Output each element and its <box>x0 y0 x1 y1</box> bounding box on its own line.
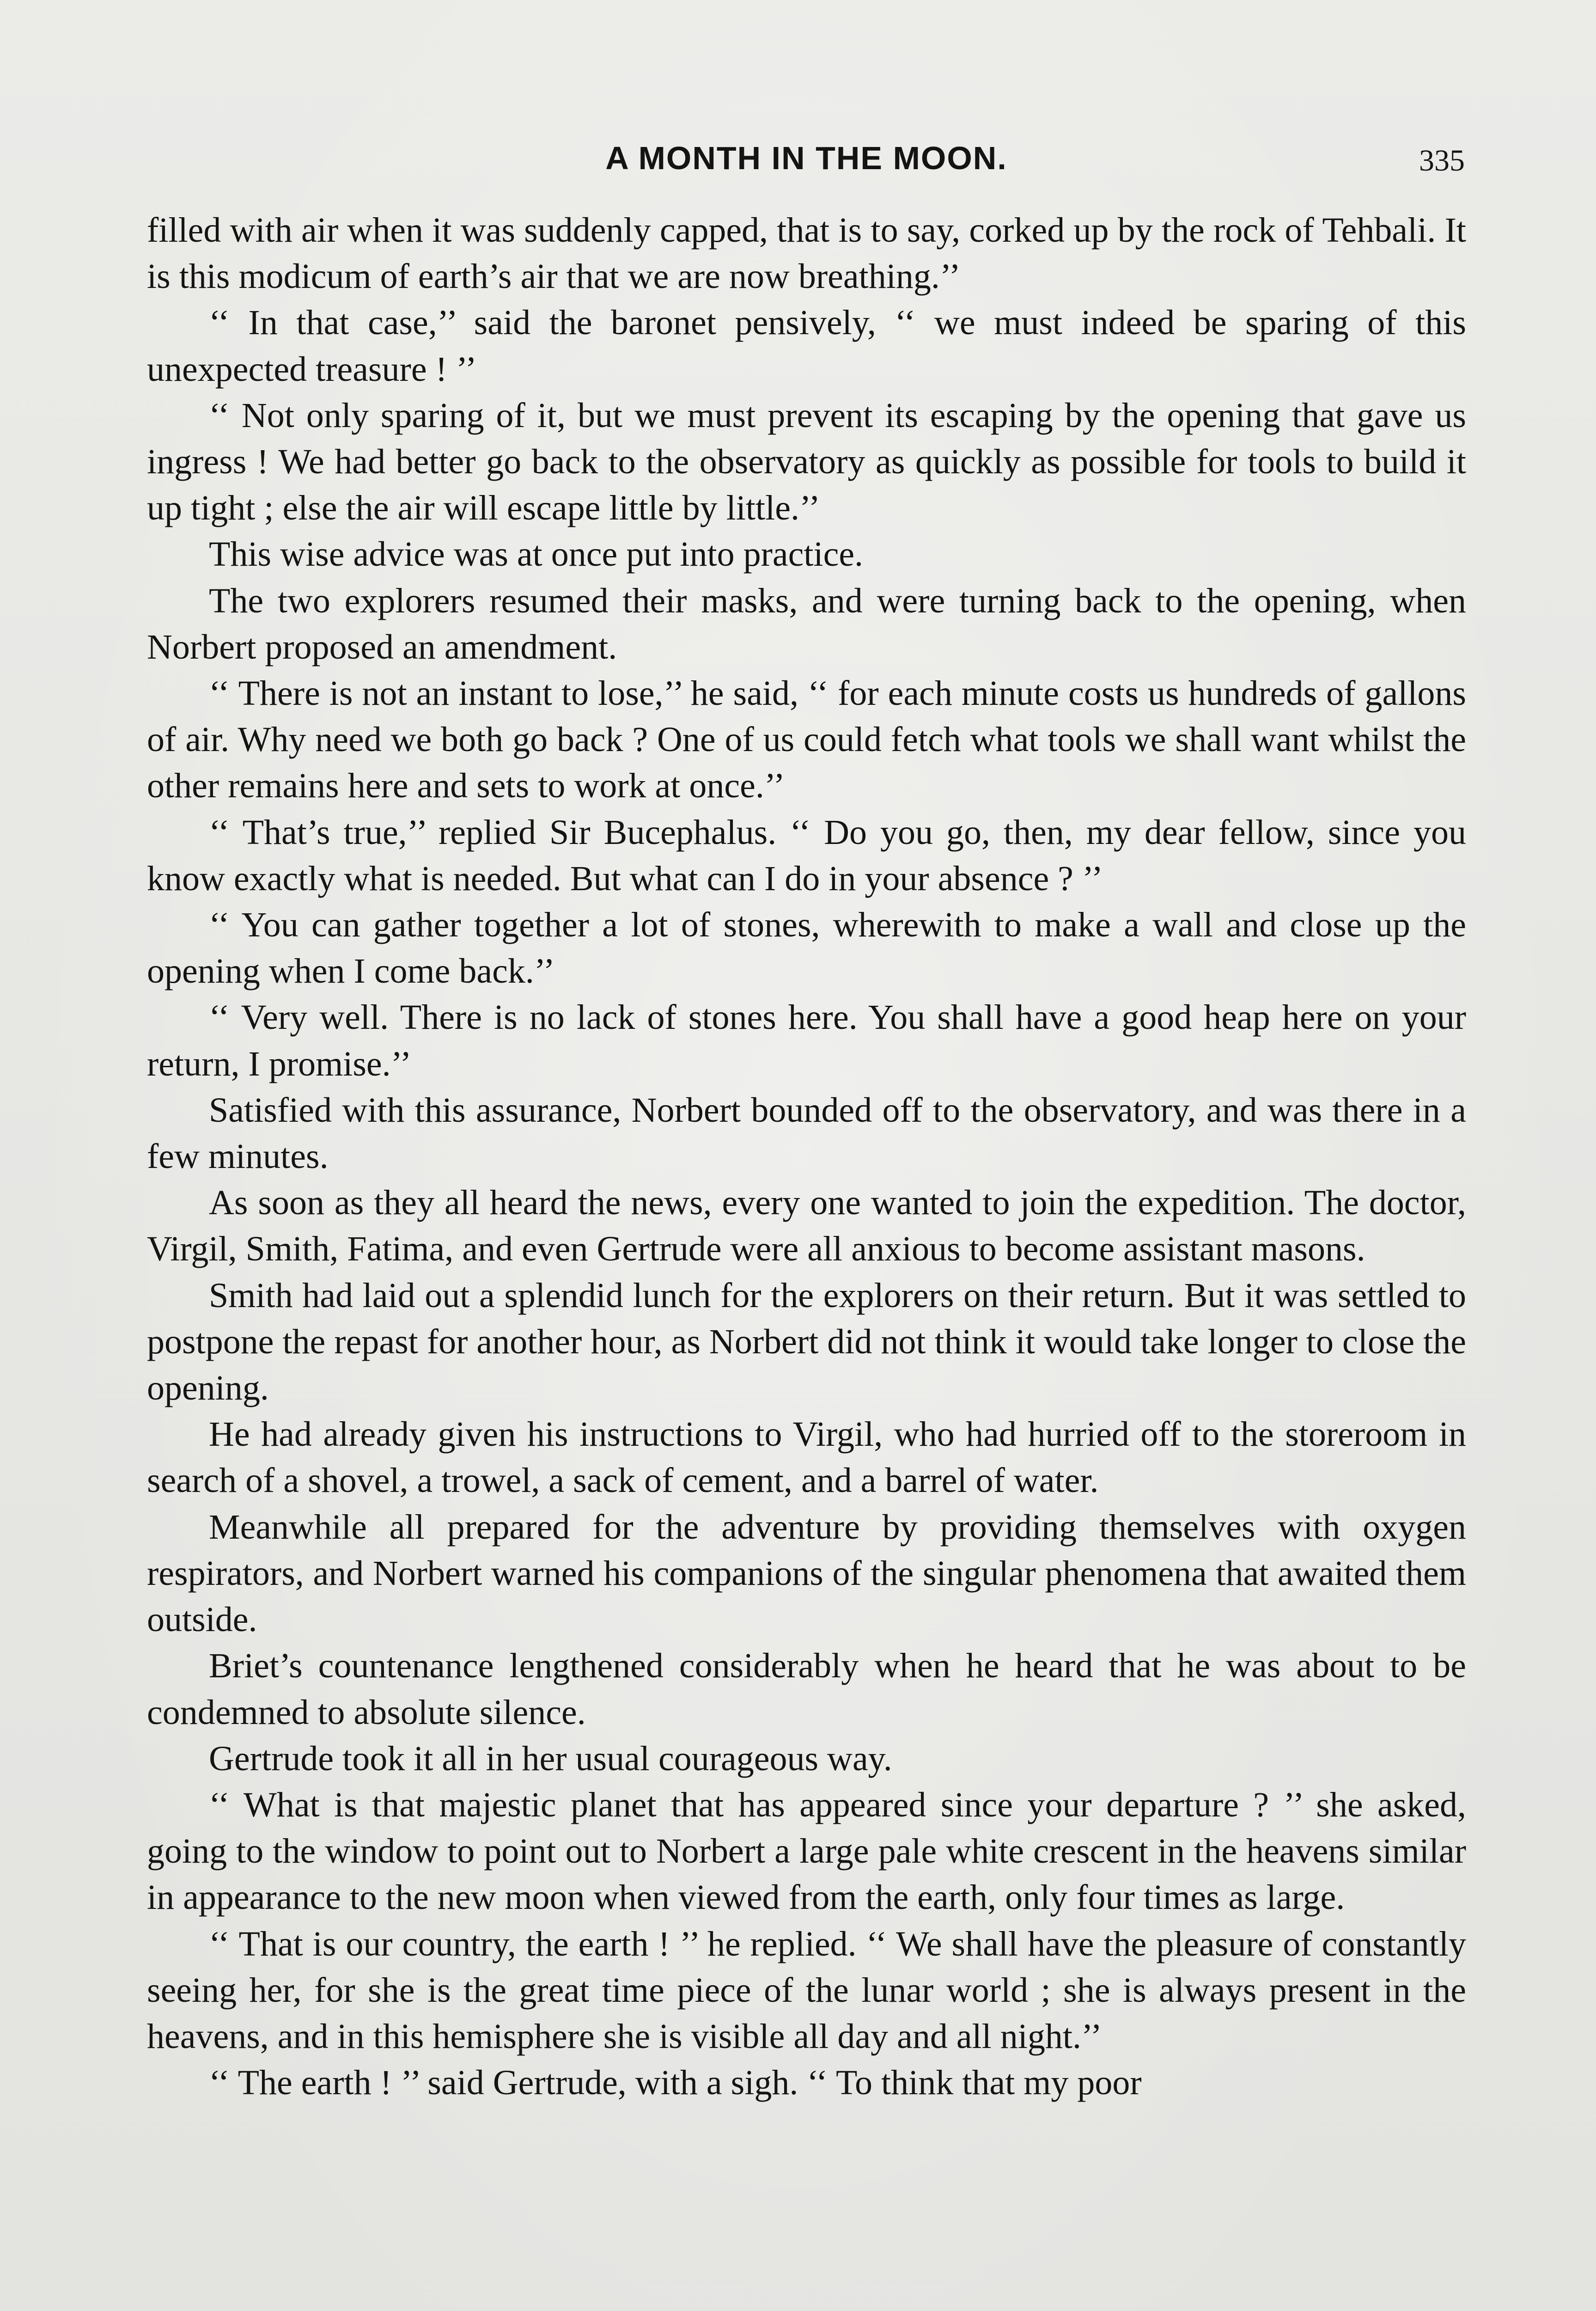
running-title: A MONTH IN THE MOON. <box>605 140 1007 176</box>
body-text <box>147 207 1466 2106</box>
running-header <box>148 135 1465 186</box>
paragraph: The two explorers resumed their masks, and were turning back to the opening, when Norbert proposed an amendment. <box>147 581 1466 666</box>
paragraph: Briet’s countenance lengthened considerably when he heard that he was about to be condemned to absolute silence. <box>147 1646 1466 1732</box>
paragraph: filled with air when it was suddenly capped, that is to say, corked up by the rock of Tehbali. It is this modicum of earth’s air that we are now breathing.’’ <box>147 211 1466 296</box>
paragraph: ‘‘ What is that majestic planet that has appeared since your departure ? ’’ she asked, going to the window to point out to Norbert a large pale white crescent in the heavens similar in appearance to the new moon when viewed from the earth, only four times as large. <box>147 1785 1466 1917</box>
page-number: 335 <box>1419 144 1465 177</box>
paragraph: This wise advice was at once put into practice. <box>209 535 864 574</box>
paragraph: ‘‘ The earth ! ’’ said Gertrude, with a sigh. ‘‘ To think that my poor <box>209 2063 1142 2103</box>
paragraph: Smith had laid out a splendid lunch for the explorers on their return. But it was settled to postpone the repast for another hour, as Norbert did not think it would take longer to close the opening. <box>147 1276 1466 1408</box>
paragraph: ‘‘ There is not an instant to lose,’’ he said, ‘‘ for each minute costs us hundreds of gallons of air. Why need we both go back ? One of us could fetch what tools we shall want whilst the other remains here and sets to work at once.’’ <box>147 674 1466 806</box>
paragraph: Meanwhile all prepared for the adventure by providing themselves with oxygen respirators, and Norbert warned his companions of the singular phenomena that awaited them outside. <box>147 1507 1466 1639</box>
paragraph: ‘‘ That is our country, the earth ! ’’ he replied. ‘‘ We shall have the pleasure of constantly seeing her, for she is the great time piece of the lunar world ; she is always present in the heavens, and in this hemisphere she is visible all day and all night.’’ <box>147 1924 1466 2056</box>
paragraph: ‘‘ Very well. There is no lack of stones here. You shall have a good heap here on your return, I promise.’’ <box>147 998 1466 1083</box>
paragraph: ‘‘ In that case,’’ said the baronet pensively, ‘‘ we must indeed be sparing of this unexpected treasure ! ’’ <box>147 303 1466 389</box>
paragraph: ‘‘ You can gather together a lot of stones, wherewith to make a wall and close up the opening when I come back.’’ <box>147 905 1466 991</box>
paragraph: Satisfied with this assurance, Norbert bounded off to the observatory, and was there in a few minutes. <box>147 1090 1466 1176</box>
paragraph: ‘‘ Not only sparing of it, but we must prevent its escaping by the opening that gave us ingress ! We had better go back to the observatory as quickly as possible for tools to build it up tight ; else the air will escape little by little.’’ <box>147 396 1466 528</box>
paragraph: Gertrude took it all in her usual courageous way. <box>209 1739 892 1778</box>
paragraph: As soon as they all heard the news, every one wanted to join the expedition. The doctor, Virgil, Smith, Fatima, and even Gertrude were all anxious to become assistant masons. <box>147 1183 1466 1269</box>
paragraph: ‘‘ That’s true,’’ replied Sir Bucephalus. ‘‘ Do you go, then, my dear fellow, since you know exactly what is needed. But what can I do in your absence ? ’’ <box>147 813 1466 898</box>
paragraph: He had already given his instructions to Virgil, who had hurried off to the storeroom in search of a shovel, a trowel, a sack of cement, and a barrel of water. <box>147 1415 1466 1500</box>
